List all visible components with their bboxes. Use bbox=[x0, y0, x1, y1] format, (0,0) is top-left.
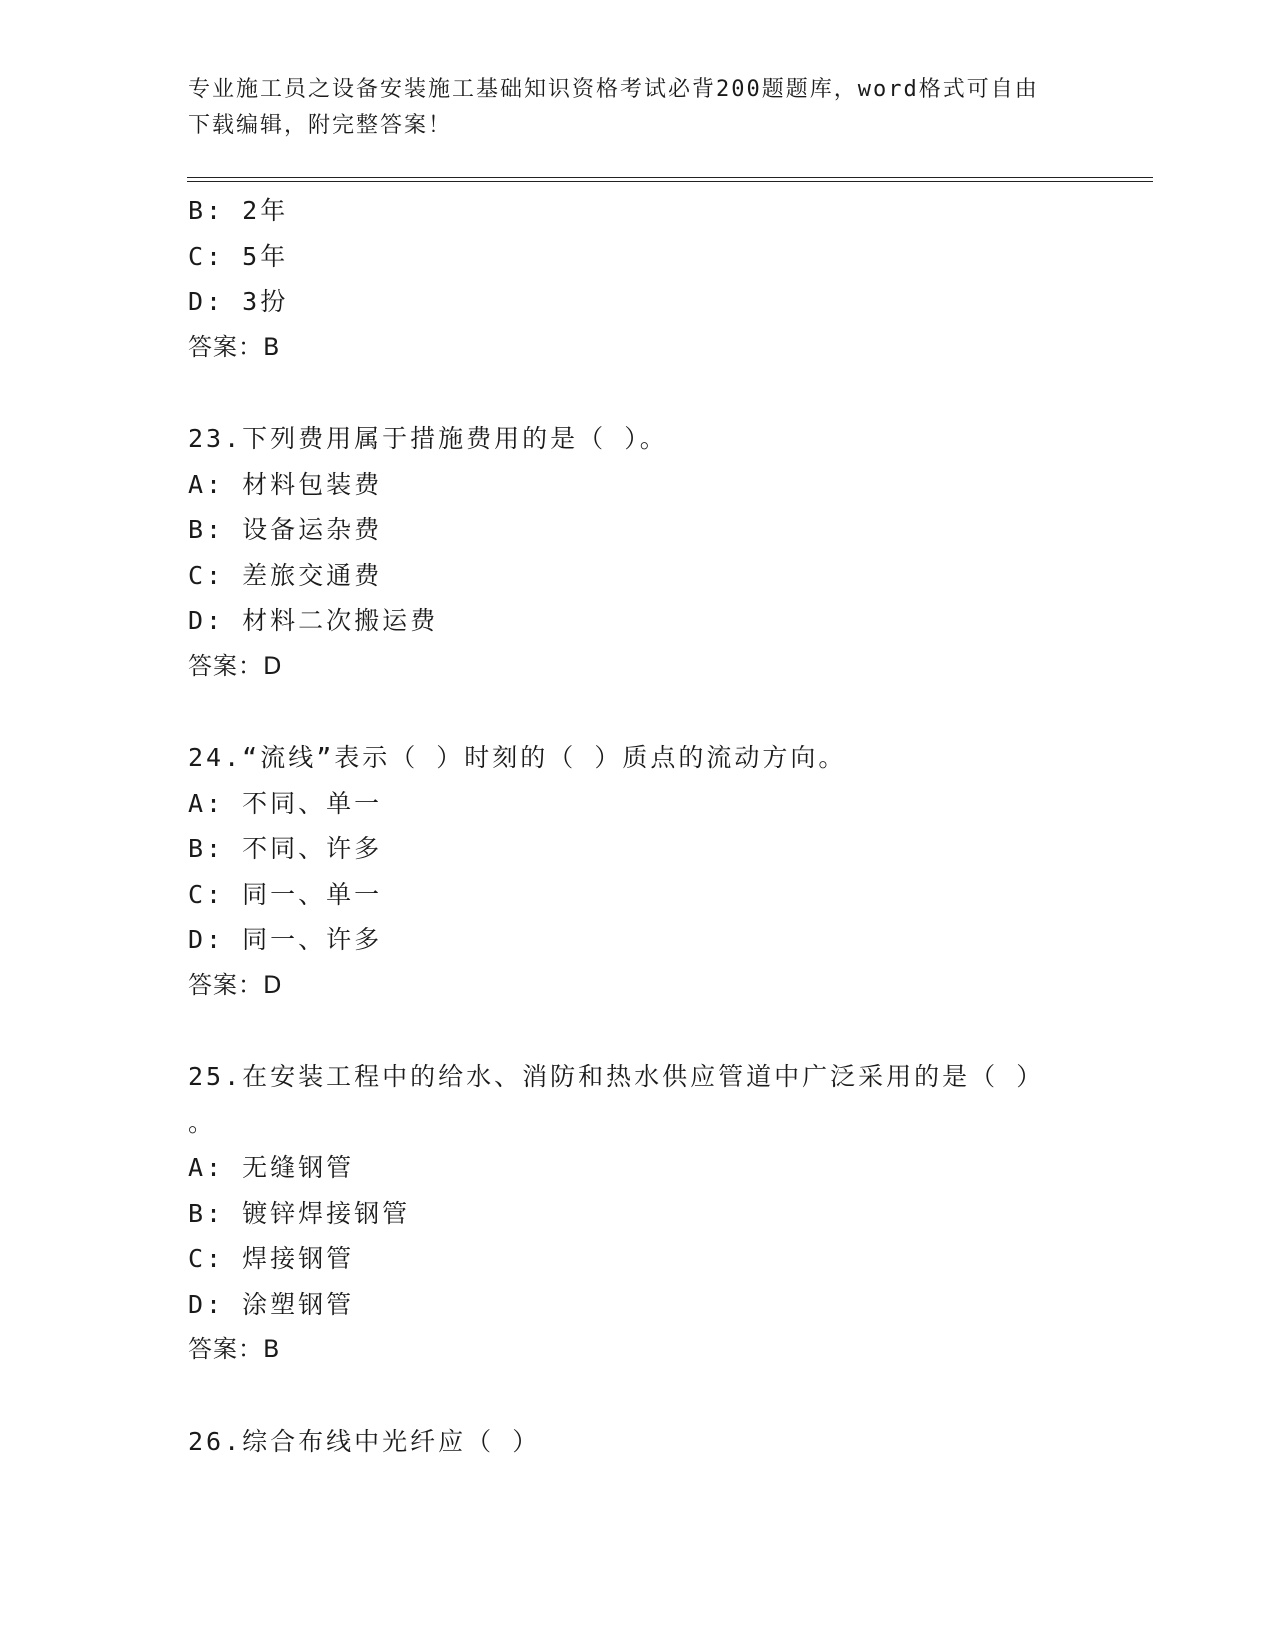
option-b: B: 不同、许多 bbox=[188, 834, 383, 863]
option-d: D: 同一、许多 bbox=[188, 925, 383, 954]
option-d: D: 3扮 bbox=[188, 287, 289, 316]
header-line-2: 下载编辑，附完整答案！ bbox=[188, 113, 453, 138]
question-26 bbox=[188, 1419, 1088, 1465]
spacer bbox=[188, 689, 1088, 735]
question-stem: 26.综合布线中光纤应（ ） bbox=[188, 1426, 541, 1456]
spacer bbox=[188, 1373, 1088, 1419]
option-c: C: 同一、单一 bbox=[188, 879, 383, 909]
question-25 bbox=[188, 1054, 1088, 1373]
question-23 bbox=[188, 416, 1088, 689]
answer: 答案：B bbox=[188, 332, 281, 361]
question-list bbox=[188, 188, 1088, 1464]
option-c: C: 差旅交通费 bbox=[188, 560, 383, 590]
option-b: B: 2年 bbox=[188, 196, 289, 225]
header-divider bbox=[187, 177, 1153, 182]
answer: 答案：B bbox=[188, 1335, 281, 1363]
option-a: A: 无缝钢管 bbox=[188, 1153, 355, 1182]
question-stem: 24.“流线”表示（ ）时刻的（ ）质点的流动方向。 bbox=[188, 743, 847, 772]
header-line-1: 专业施工员之设备安装施工基础知识资格考试必背200题题库，word格式可自由 bbox=[188, 77, 1039, 102]
option-a: A: 材料包装费 bbox=[188, 469, 383, 499]
question-stem-continuation: 。 bbox=[188, 1107, 217, 1137]
question-22 bbox=[188, 188, 1088, 370]
spacer bbox=[188, 370, 1088, 416]
question-stem: 23.下列费用属于措施费用的是（ ）。 bbox=[188, 424, 668, 453]
document-header bbox=[188, 72, 1078, 144]
option-d: D: 涂塑钢管 bbox=[188, 1289, 355, 1319]
option-b: B: 镀锌焊接钢管 bbox=[188, 1198, 411, 1228]
spacer bbox=[188, 1008, 1088, 1054]
option-c: C: 焊接钢管 bbox=[188, 1244, 355, 1273]
answer: 答案：D bbox=[188, 970, 283, 999]
question-stem: 25.在安装工程中的给水、消防和热水供应管道中广泛采用的是（ ） bbox=[188, 1062, 1045, 1091]
option-d: D: 材料二次搬运费 bbox=[188, 606, 439, 635]
question-24 bbox=[188, 735, 1088, 1008]
option-c: C: 5年 bbox=[188, 241, 289, 271]
option-b: B: 设备运杂费 bbox=[188, 515, 383, 544]
answer: 答案：D bbox=[188, 651, 283, 680]
option-a: A: 不同、单一 bbox=[188, 788, 383, 818]
